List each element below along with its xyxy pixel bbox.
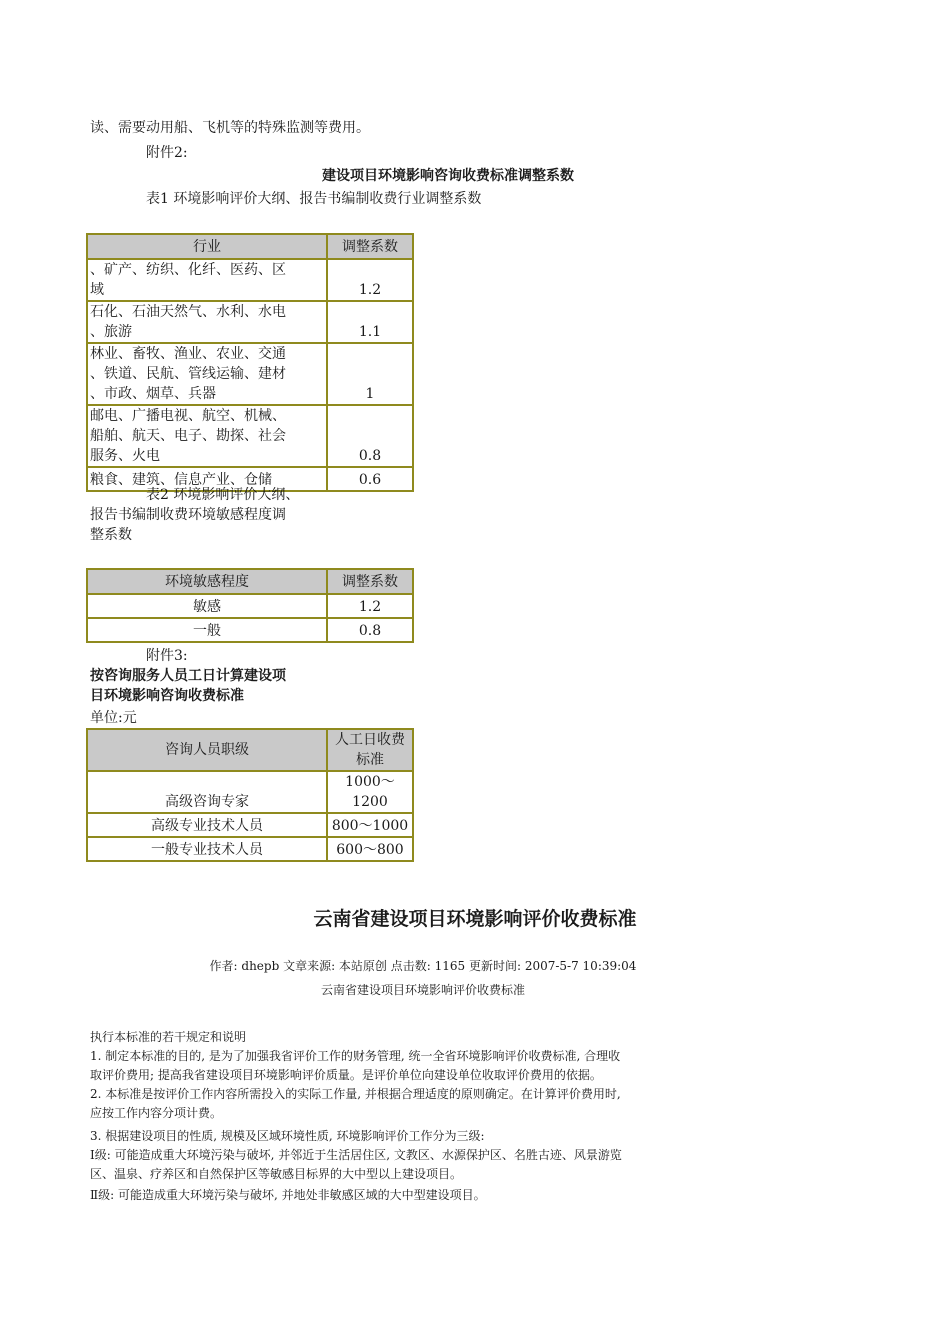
table2-header-coef: 调整系数 (327, 569, 413, 594)
table-row (87, 343, 413, 405)
coef-cell: 1.2 (327, 594, 413, 618)
table-row (87, 594, 413, 618)
table1-header-industry: 行业 (87, 234, 327, 259)
attachment2-label: 附件2: (146, 145, 188, 161)
table1-caption: 表1 环境影响评价大纲、报告书编制收费行业调整系数 (146, 191, 482, 207)
table-row (87, 405, 413, 467)
table-row (87, 301, 413, 343)
table3-header-row (87, 729, 413, 771)
attachment2-title: 建设项目环境影响咨询收费标准调整系数 (322, 168, 574, 184)
level-cell: 敏感 (87, 594, 327, 618)
article-line-7: 区、温泉、疗养区和自然保护区等敏感目标界的大中型以上建设项目。 (90, 1167, 463, 1181)
coef-cell: 1 (327, 343, 413, 405)
article-line-5: 3. 根据建设项目的性质, 规模及区域环境性质, 环境影响评价工作分为三级: (90, 1129, 485, 1143)
article-subtitle: 云南省建设项目环境影响评价收费标准 (320, 983, 525, 997)
industry-cell: 、矿产、纺织、化纤、医药、区 域 (87, 259, 327, 301)
article-line-2: 取评价费用; 提高我省建设项目环境影响评价质量。是评价单位向建设单位收取评价费用的依据。 (90, 1068, 602, 1082)
table2-caption-line2: 报告书编制收费环境敏感程度调 (90, 507, 286, 523)
table2-caption-line3: 整系数 (90, 527, 132, 543)
fee-cell: 800～1000 (327, 813, 413, 837)
table2-caption-line1: 表2 环境影响评价大纲、 (146, 487, 300, 503)
article-line-1: 1. 制定本标准的目的, 是为了加强我省评价工作的财务管理, 统一全省环境影响评价收费标准, 合理收 (90, 1049, 621, 1063)
fee-cell: 1000～1200 (327, 771, 413, 813)
article-line-3: 2. 本标准是按评价工作内容所需投入的实际工作量, 并根据合理适度的原则确定。在计算评价费用时, (90, 1087, 621, 1101)
table-row (87, 771, 413, 813)
article-meta: 作者: dhepb 文章来源: 本站原创 点击数: 1165 更新时间: 2007-5-7 10:39:04 (209, 959, 637, 973)
table2-header-row (87, 569, 413, 594)
article-line-4: 应按工作内容分项计费。 (90, 1106, 223, 1120)
table1-header-row (87, 234, 413, 259)
attachment3-label: 附件3: (146, 648, 188, 664)
industry-cell: 粮食、建筑、信息产业、仓储 (87, 467, 327, 491)
article-line-0: 执行本标准的若干规定和说明 (90, 1030, 247, 1044)
table-row (87, 813, 413, 837)
level-cell: 高级专业技术人员 (87, 813, 327, 837)
attachment3-title-line1: 按咨询服务人员工日计算建设项 (90, 668, 286, 684)
table2-header-level: 环境敏感程度 (87, 569, 327, 594)
attachment3-title-line2: 目环境影响咨询收费标准 (90, 688, 244, 704)
table-row (87, 259, 413, 301)
article-title: 云南省建设项目环境影响评价收费标准 (313, 908, 637, 930)
table-row (87, 618, 413, 642)
table1-industry-coefficient (86, 233, 414, 492)
table1-header-coef: 调整系数 (327, 234, 413, 259)
unit-label: 单位:元 (90, 710, 137, 726)
coef-cell: 1.1 (327, 301, 413, 343)
table3-header-level: 咨询人员职级 (87, 729, 327, 771)
fee-cell: 600～800 (327, 837, 413, 861)
table2-sensitivity-coefficient (86, 568, 414, 643)
article-line-8: Ⅱ级: 可能造成重大环境污染与破坏, 并地处非敏感区域的大中型建设项目。 (90, 1188, 486, 1202)
coef-cell: 0.6 (327, 467, 413, 491)
industry-cell: 林业、畜牧、渔业、农业、交通 、铁道、民航、管线运输、建材 、市政、烟草、兵器 (87, 343, 327, 405)
table-row (87, 837, 413, 861)
article-line-6: Ⅰ级: 可能造成重大环境污染与破坏, 并邻近于生活居住区, 文教区、水源保护区、名胜古迹、风景游览 (90, 1148, 622, 1162)
level-cell: 一般专业技术人员 (87, 837, 327, 861)
table3-daily-fee (86, 728, 414, 862)
level-cell: 高级咨询专家 (87, 771, 327, 813)
intro-line: 读、需要动用船、飞机等的特殊监测等费用。 (90, 120, 370, 136)
table3-header-fee: 人工日收费 标准 (327, 729, 413, 771)
coef-cell: 0.8 (327, 405, 413, 467)
level-cell: 一般 (87, 618, 327, 642)
industry-cell: 邮电、广播电视、航空、机械、 船舶、航天、电子、勘探、社会 服务、火电 (87, 405, 327, 467)
coef-cell: 1.2 (327, 259, 413, 301)
coef-cell: 0.8 (327, 618, 413, 642)
industry-cell: 石化、石油天然气、水利、水电 、旅游 (87, 301, 327, 343)
